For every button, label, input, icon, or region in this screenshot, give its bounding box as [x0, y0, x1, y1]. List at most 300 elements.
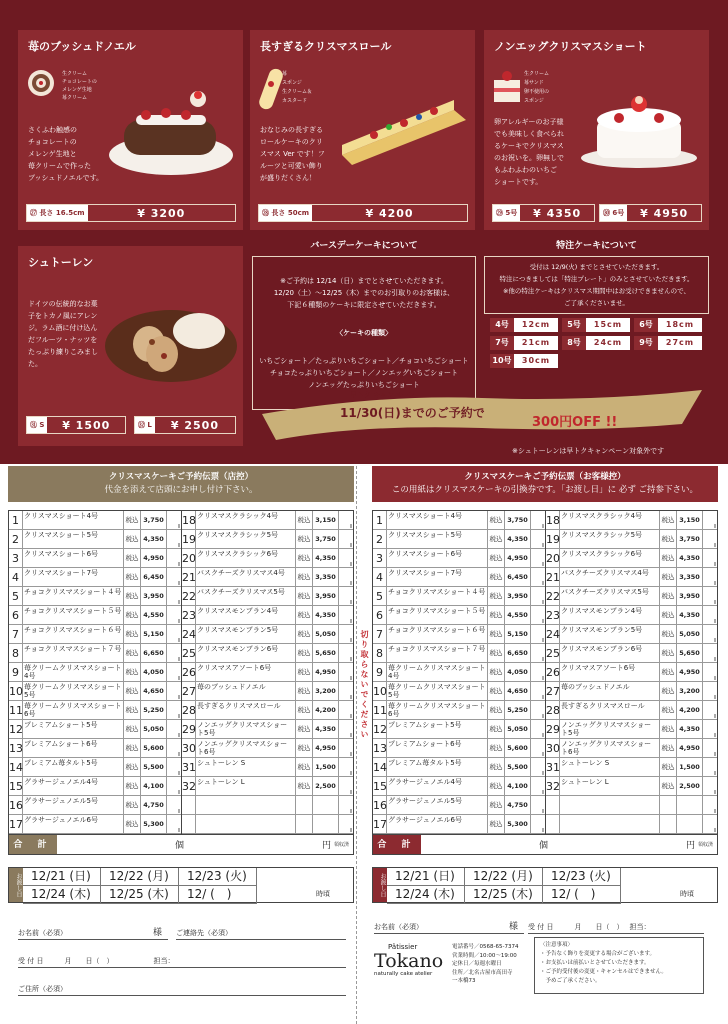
item-number: 26: [182, 663, 196, 681]
item-row: [9, 606, 181, 625]
item-price: 4,650: [141, 682, 167, 700]
tax-label: 税込: [296, 625, 313, 643]
item-number: 16: [373, 796, 387, 814]
item-name: チョコクリスマスショート７号: [23, 644, 124, 662]
item-price: 4,350: [677, 720, 703, 738]
quantity-field[interactable]: [339, 739, 353, 757]
form-title: クリスマスケーキご予約伝票（店控）: [108, 472, 254, 482]
item-price: 3,150: [677, 511, 703, 529]
quantity-field[interactable]: [703, 511, 717, 529]
tax-label: 税込: [296, 777, 313, 795]
quantity-field[interactable]: [167, 530, 181, 548]
item-number: 11: [373, 701, 387, 719]
item-row: [373, 720, 545, 739]
quantity-field[interactable]: [531, 530, 545, 548]
total-label: 合 計: [9, 835, 57, 854]
price-amount: ¥ 2500: [170, 418, 219, 432]
item-name: シュトーレン L: [560, 777, 660, 795]
item-row: [182, 815, 353, 834]
item-row: [373, 663, 545, 682]
item-row: [546, 587, 717, 606]
item-row: [373, 530, 545, 549]
quantity-field[interactable]: [531, 644, 545, 662]
quantity-field[interactable]: [339, 720, 353, 738]
size-number: 7号: [490, 336, 514, 350]
label-cream: 生クリーム: [524, 71, 550, 77]
price-29: [492, 204, 595, 222]
quantity-field[interactable]: [703, 606, 717, 624]
pickup-dates: [8, 867, 354, 903]
panel-eggfree: [484, 30, 709, 230]
tax-label: 税込: [124, 720, 141, 738]
item-price: 4,350: [313, 720, 339, 738]
tax-label: 税込: [488, 587, 505, 605]
label-sponge: スポンジ: [282, 80, 302, 86]
quantity-field[interactable]: [531, 568, 545, 586]
tax-label: 税込: [488, 739, 505, 757]
item-price: 4,750: [141, 796, 167, 814]
item-name: プレミアムショート5号: [387, 720, 488, 738]
quantity-field[interactable]: [703, 530, 717, 548]
item-name: グラサージュノエル4号: [23, 777, 124, 795]
tax-label: 税込: [124, 758, 141, 776]
item-number: 23: [546, 606, 560, 624]
quantity-field[interactable]: [339, 663, 353, 681]
item-row: [9, 663, 181, 682]
quantity-field[interactable]: [531, 720, 545, 738]
order-form-store: [8, 466, 354, 903]
item-row: [182, 568, 353, 587]
item-price: 5,500: [505, 758, 531, 776]
item-name: チョコクリスマスショート６号: [387, 625, 488, 643]
price-amount: ¥ 4350: [533, 206, 582, 220]
quantity-field[interactable]: [339, 568, 353, 586]
item-price: 5,050: [313, 625, 339, 643]
item-name: クリスマスショート6号: [23, 549, 124, 567]
quantity-field[interactable]: [167, 739, 181, 757]
item-name: シュトーレン S: [560, 758, 660, 776]
empty-cell: [296, 815, 313, 833]
quantity-field[interactable]: [531, 549, 545, 567]
quantity-field[interactable]: [531, 758, 545, 776]
special-title: 特注ケーキについて: [556, 241, 637, 251]
item-number: 32: [546, 777, 560, 795]
size-cell: [562, 336, 630, 350]
item-name: クリスマスショート5号: [387, 530, 488, 548]
item-row: [9, 587, 181, 606]
size-cell: [634, 318, 702, 332]
quantity-field[interactable]: [167, 663, 181, 681]
item-row: [9, 568, 181, 587]
date-cell[interactable]: 12/24 (木): [387, 886, 465, 904]
item-row: [373, 815, 545, 834]
item-price: 4,950: [313, 739, 339, 757]
item-name: クリスマスアソート6号: [560, 663, 660, 681]
item-price: 4,050: [505, 663, 531, 681]
quantity-field[interactable]: [167, 606, 181, 624]
panel-noel: [18, 30, 243, 230]
quantity-field[interactable]: [703, 739, 717, 757]
quantity-field[interactable]: [167, 701, 181, 719]
item-price: 4,100: [141, 777, 167, 795]
item-price: 3,200: [677, 682, 703, 700]
quantity-field[interactable]: [531, 625, 545, 643]
quantity-field[interactable]: [531, 701, 545, 719]
tax-label: 税込: [296, 682, 313, 700]
label-strawberry: 苺クリーム: [62, 95, 88, 101]
item-row: [182, 758, 353, 777]
item-row: [9, 720, 181, 739]
item-price: 4,200: [677, 701, 703, 719]
item-price: 3,750: [677, 530, 703, 548]
date-cell[interactable]: 12/22 (月): [101, 868, 179, 886]
item-number: 7: [373, 625, 387, 643]
item-name: 苺クリームクリスマスショート5号: [387, 682, 488, 700]
item-number: 5: [9, 587, 23, 605]
item-row: [9, 815, 181, 834]
item-row: [9, 530, 181, 549]
item-number: 10: [373, 682, 387, 700]
price-size: ㉗ 長さ 16.5cm: [27, 205, 88, 221]
quantity-field[interactable]: [531, 587, 545, 605]
tax-label: 税込: [660, 701, 677, 719]
item-name: バスクチーズクリスマス4号: [196, 568, 296, 586]
item-row: [9, 777, 181, 796]
name-field[interactable]: [374, 920, 524, 934]
tax-label: 税込: [124, 796, 141, 814]
quantity-field[interactable]: [167, 644, 181, 662]
label-sponge: 卵不使用の スポンジ: [524, 89, 550, 104]
dates-grid: [23, 868, 293, 902]
tax-label: 税込: [296, 644, 313, 662]
item-price: 4,350: [313, 606, 339, 624]
item-name: バスクチーズクリスマス4号: [560, 568, 660, 586]
price-amount: ¥ 3200: [137, 206, 186, 220]
shop-logo: [374, 943, 454, 993]
item-number: 22: [546, 587, 560, 605]
tax-label: 税込: [488, 720, 505, 738]
quantity-field[interactable]: [703, 720, 717, 738]
quantity-field[interactable]: [339, 644, 353, 662]
size-number: 4号: [490, 318, 514, 332]
item-name: クリスマスモンブラン6号: [196, 644, 296, 662]
item-number: 20: [546, 549, 560, 567]
item-row: [546, 796, 717, 815]
quantity-field[interactable]: [703, 682, 717, 700]
quantity-field[interactable]: [167, 682, 181, 700]
item-row: [9, 644, 181, 663]
quantity-field[interactable]: [167, 568, 181, 586]
item-name: クリスマスクラシック5号: [560, 530, 660, 548]
item-number: 5: [373, 587, 387, 605]
size-number: 5号: [562, 318, 586, 332]
item-number: 19: [182, 530, 196, 548]
tax-label: 税込: [660, 530, 677, 548]
quantity-field[interactable]: [167, 720, 181, 738]
quantity-field[interactable]: [339, 530, 353, 548]
quantity-field[interactable]: [167, 625, 181, 643]
item-number: 30: [546, 739, 560, 757]
quantity-field[interactable]: [531, 606, 545, 624]
item-number: 12: [373, 720, 387, 738]
quantity-field[interactable]: [531, 511, 545, 529]
date-cell[interactable]: 12/21 (日): [23, 868, 101, 886]
price-amount: ¥ 1500: [62, 418, 111, 432]
item-price: 4,350: [677, 606, 703, 624]
total-unit: 個: [175, 841, 185, 851]
contact-field[interactable]: [176, 926, 346, 940]
roll-section-icon: [258, 66, 284, 112]
item-row: [9, 701, 181, 720]
tax-label: 税込: [124, 644, 141, 662]
item-name: バスクチーズクリスマス5号: [196, 587, 296, 605]
total-unit: 個: [539, 841, 549, 851]
item-number: 3: [9, 549, 23, 567]
item-price: 3,950: [505, 587, 531, 605]
item-name: チョコクリスマスショート５号: [23, 606, 124, 624]
order-form-customer: [372, 466, 718, 903]
name-field[interactable]: [18, 926, 168, 940]
item-name: 苺のブッシュドノエル: [560, 682, 660, 700]
item-row: [546, 739, 717, 758]
tax-label: 税込: [296, 701, 313, 719]
item-number: 17: [373, 815, 387, 833]
item-row: [546, 663, 717, 682]
label-strawberry: 苺サンド: [524, 80, 544, 86]
item-row: [546, 549, 717, 568]
price-amount: ¥ 4950: [640, 206, 689, 220]
item-price: 4,750: [505, 796, 531, 814]
item-number: 15: [373, 777, 387, 795]
empty-cell: [660, 796, 677, 814]
quantity-field[interactable]: [167, 758, 181, 776]
item-row: [546, 530, 717, 549]
dates-side: お渡し日: [373, 868, 387, 902]
item-price: 5,050: [677, 625, 703, 643]
item-name: グラサージュノエル6号: [387, 815, 488, 833]
item-name: 苺のブッシュドノエル: [196, 682, 296, 700]
quantity-field[interactable]: [531, 739, 545, 757]
date-cell[interactable]: 12/22 (月): [465, 868, 543, 886]
item-row: [182, 701, 353, 720]
price-size: ㉚ 6号: [600, 205, 627, 221]
special-info: [484, 240, 709, 314]
pickup-dates: [372, 867, 718, 903]
item-row: [9, 682, 181, 701]
item-name: 苺クリームクリスマスショート6号: [23, 701, 124, 719]
date-cell[interactable]: 12/21 (日): [387, 868, 465, 886]
quantity-field[interactable]: [531, 796, 545, 814]
quantity-field[interactable]: [167, 796, 181, 814]
quantity-field[interactable]: [703, 587, 717, 605]
item-price: 4,950: [313, 663, 339, 681]
quantity-field[interactable]: [703, 568, 717, 586]
quantity-field[interactable]: [339, 701, 353, 719]
item-number: 1: [9, 511, 23, 529]
item-name: クリスマスモンブラン5号: [560, 625, 660, 643]
received-field[interactable]: [528, 920, 704, 934]
size-cell: [562, 318, 630, 332]
item-number: 18: [182, 511, 196, 529]
size-cell: [634, 336, 702, 350]
empty-cell: [660, 815, 677, 833]
item-name: クリスマスモンブラン4号: [560, 606, 660, 624]
quantity-field[interactable]: [339, 682, 353, 700]
total-label: 合 計: [373, 835, 421, 854]
date-cell[interactable]: 12/ ( ): [179, 886, 257, 904]
item-name: 長すぎるクリスマスロール: [196, 701, 296, 719]
item-row: [182, 739, 353, 758]
item-name: チョコクリスマスショート４号: [23, 587, 124, 605]
product-desc: ドイツの伝統的なお菓 子をトカノ風にアレン ジ。ラム酒に付け込ん だフルーツ・ナッツを たっぷり練りこみまし た。: [28, 300, 98, 368]
quantity-field[interactable]: [339, 625, 353, 643]
label-strawberry: 苺: [282, 71, 288, 77]
empty-cell: [196, 796, 296, 814]
item-number: 10: [9, 682, 23, 700]
date-cell[interactable]: 12/25 (木): [101, 886, 179, 904]
total-row: [372, 835, 718, 855]
tax-label: 税込: [124, 625, 141, 643]
item-price: 5,250: [141, 701, 167, 719]
sama-label: 様: [508, 922, 518, 932]
special-body: 受付は 12/9(火) までとさせていただきます。 特注につきましては「特注プレート」のみとさせていただきます。 ※他の特注ケーキはクリスマス期間中はお受けできませんので、 ご了承くださいませ。: [484, 256, 709, 314]
item-price: 4,550: [141, 606, 167, 624]
item-number: 31: [182, 758, 196, 776]
item-price: 3,350: [677, 568, 703, 586]
item-number: 6: [9, 606, 23, 624]
quantity-field[interactable]: [703, 701, 717, 719]
empty-cell: [703, 796, 717, 814]
total-note: 領収済: [698, 842, 714, 848]
received-label: 受 付 日 月 日（ ）: [18, 957, 114, 965]
item-number: 11: [9, 701, 23, 719]
form-header: [372, 466, 718, 502]
item-number: 1: [373, 511, 387, 529]
item-number: 24: [546, 625, 560, 643]
product-desc: さくふわ触感の チョコレートの メレンゲ生地と 苺クリームで作った ブッシュドノエルです。: [28, 126, 104, 182]
item-price: 5,050: [141, 720, 167, 738]
item-number: 12: [9, 720, 23, 738]
empty-cell: [313, 815, 339, 833]
item-name: クリスマスクラシック5号: [196, 530, 296, 548]
quantity-field[interactable]: [703, 663, 717, 681]
quantity-field[interactable]: [531, 682, 545, 700]
item-name: プレミアムショート5号: [23, 720, 124, 738]
quantity-field[interactable]: [167, 587, 181, 605]
size-cell: [490, 336, 558, 350]
item-number: 8: [373, 644, 387, 662]
quantity-field[interactable]: [167, 511, 181, 529]
noel-cake-image: [106, 85, 236, 180]
price-31: [26, 416, 126, 434]
item-price: 6,650: [141, 644, 167, 662]
total-note: 領収済: [334, 842, 350, 848]
item-number: 24: [182, 625, 196, 643]
date-cell[interactable]: 12/23 (火): [543, 868, 621, 886]
quantity-field[interactable]: [339, 777, 353, 795]
quantity-field[interactable]: [167, 549, 181, 567]
item-row: [182, 720, 353, 739]
quantity-field[interactable]: [703, 549, 717, 567]
name-label: お名前（必須）: [18, 929, 67, 937]
date-cell[interactable]: 12/23 (火): [179, 868, 257, 886]
tax-label: 税込: [488, 701, 505, 719]
item-number: 29: [546, 720, 560, 738]
quantity-field[interactable]: [339, 549, 353, 567]
item-row: [9, 739, 181, 758]
tax-label: 税込: [296, 511, 313, 529]
product-desc: おなじみの長すぎる ロールケーキのクリ スマス Ver です！フ ルーツと可愛い飾り が盛りだくさん！: [260, 126, 325, 182]
item-price: 3,950: [141, 587, 167, 605]
size-cm: 12cm: [514, 318, 558, 332]
item-number: 2: [373, 530, 387, 548]
item-number: 9: [373, 663, 387, 681]
quantity-field[interactable]: [703, 644, 717, 662]
date-cell[interactable]: 12/24 (木): [23, 886, 101, 904]
price-size: ㉙ 5号: [493, 205, 520, 221]
item-col-left: [373, 511, 545, 834]
tax-label: 税込: [124, 701, 141, 719]
tax-label: 税込: [296, 663, 313, 681]
contact-label: ご連絡先（必須）: [176, 929, 232, 937]
product-title: シュトーレン: [28, 256, 94, 269]
item-price: 4,950: [677, 739, 703, 757]
tax-label: 税込: [660, 511, 677, 529]
address-field[interactable]: [18, 982, 346, 996]
date-cell[interactable]: 12/25 (木): [465, 886, 543, 904]
quantity-field[interactable]: [531, 815, 545, 833]
item-name: クリスマスクラシック6号: [560, 549, 660, 567]
form-header: [8, 466, 354, 502]
quantity-field[interactable]: [167, 777, 181, 795]
empty-cell: [546, 815, 560, 833]
item-row: [9, 511, 181, 530]
item-price: 3,950: [677, 587, 703, 605]
quantity-field[interactable]: [703, 777, 717, 795]
item-price: 3,750: [313, 530, 339, 548]
cut-line: [356, 466, 370, 1024]
item-name: 苺クリームクリスマスショート5号: [23, 682, 124, 700]
quantity-field[interactable]: [531, 777, 545, 795]
quantity-field[interactable]: [703, 625, 717, 643]
item-number: 6: [373, 606, 387, 624]
quantity-field[interactable]: [339, 587, 353, 605]
item-name: ノンエッグクリスマスショート5号: [560, 720, 660, 738]
roll-cake-image: [334, 75, 470, 165]
quantity-field[interactable]: [531, 663, 545, 681]
item-row: [546, 701, 717, 720]
quantity-field[interactable]: [339, 511, 353, 529]
empty-cell: [703, 815, 717, 833]
size-cell: [490, 354, 558, 368]
tax-label: 税込: [296, 720, 313, 738]
received-field[interactable]: [18, 954, 346, 968]
item-number: 23: [182, 606, 196, 624]
quantity-field[interactable]: [703, 758, 717, 776]
size-number: 10号: [490, 354, 514, 368]
quantity-field[interactable]: [339, 606, 353, 624]
logo-sub: naturally cake atelier: [374, 971, 433, 977]
quantity-field[interactable]: [167, 815, 181, 833]
quantity-field[interactable]: [339, 758, 353, 776]
notes-box: [534, 937, 704, 994]
item-number: 30: [182, 739, 196, 757]
size-number: 8号: [562, 336, 586, 350]
item-row: [546, 625, 717, 644]
tax-label: 税込: [296, 549, 313, 567]
date-cell[interactable]: 12/ ( ): [543, 886, 621, 904]
item-number: 2: [9, 530, 23, 548]
